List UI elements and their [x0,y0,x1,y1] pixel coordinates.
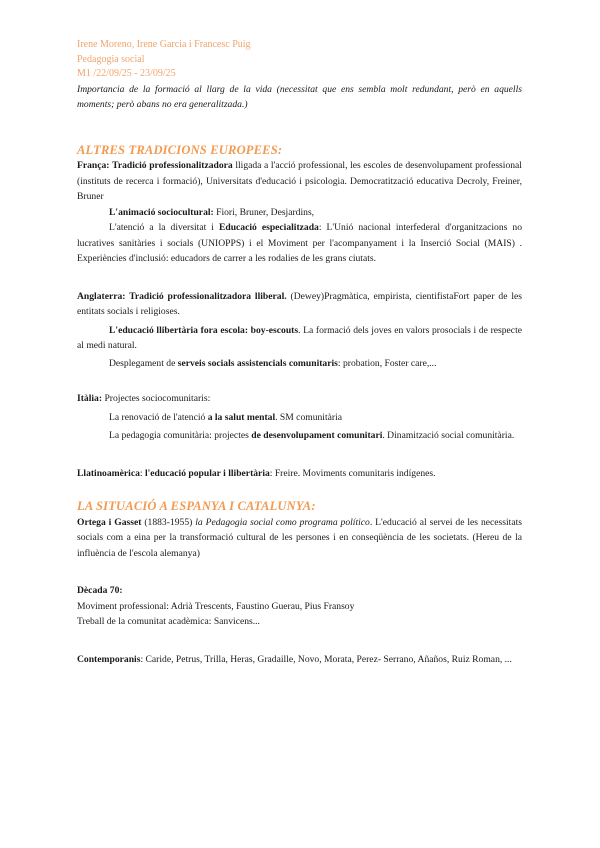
anglaterra-label: Anglaterra: [77,290,126,302]
italia-label: Itàlia: [77,393,103,404]
animacio-text: Fiori, Bruner, Desjardins, [213,206,315,218]
serveis-text: : probation, Foster care,... [337,357,437,369]
llibertaria-term: L'educació llibertària fora escola: boy-escouts [109,324,299,336]
animacio-term: L'animació sociocultural: [109,206,214,218]
diversitat-pre: L'atenció a la diversitat i [109,222,219,233]
diversitat-term: Educació especialitzada [218,222,319,233]
pedagogia-pre: La pedagogia comunitària: projectes [109,430,252,441]
llibertaria-text: . La formació dels joves en valors prosocials i de respecte al medi natural. [77,324,522,351]
decada-line-1: Moviment professional: Adrià Trescents, Faustino Guerau, Pius Fransoy [77,600,355,612]
serveis-paragraph [77,356,522,372]
decada-label [77,583,522,599]
document-content [77,38,522,667]
serveis-term: serveis socials assistencials comunitaris [177,357,338,369]
anglaterra-term: Tradició professionalitzadora lliberal. [125,290,287,302]
authors: Irene Moreno, Irene Garcia i Francesc Puig [77,39,251,50]
subject: Pedagogia social [77,53,145,65]
llatinoamerica-text: : Freire. Moviments comunitaris indígenes. [269,467,436,479]
ortega-text: . L'educació al servei de les necessitats socials com a eina per la transformació cultural de les persones i en conseqüència de les societats. (Hereu de la influència de l'escola alemanya) [77,516,522,559]
italia-text: Projectes sociocomunitaris: [102,393,211,404]
ortega-years: (1883-1955) [141,516,196,528]
animacio-paragraph [77,205,522,221]
anglaterra-text: (Dewey)Pragmàtica, empirista, cientifistaFort paper de les entitats socials i religioses. [77,290,522,317]
salut-pre: La renovació de l'atenció [109,411,208,423]
llatinoamerica-sep: : [139,467,145,479]
llatinoamerica-term: l'educació popular i llibertària [144,467,270,479]
module-dates: M1 /22/09/25 - 23/09/25 [77,68,176,79]
section-title-tradicions: ALTRES TRADICIONS EUROPEES: [77,142,283,157]
salut-term: a la salut mental [207,411,276,423]
ortega-label: Ortega i Gasset [77,516,142,528]
ortega-paragraph [77,515,522,562]
franca-label: França: [77,160,110,171]
pedagogia-term: de desenvolupament comunitari [251,430,383,441]
italia-paragraph [77,391,522,407]
diversitat-text: : L'Unió nacional interfederal d'organitzacions no lucratives sanitàries i socials (UNIOPPS) i el Moviment per l'acompanyament i la Inserció Social (MAIS) . Experiències d'inclusió: educadors de carrer a les rodalies de les grans ciutats. [77,222,522,264]
contemporanis-label: Contemporanis [77,653,141,665]
franca-term: Tradició professionalitzadora [112,160,233,171]
salut-paragraph [77,410,522,426]
pedagogia-text: . Dinamització social comunitària. [382,430,515,441]
ortega-work: la Pedagogia social como programa político [195,516,370,528]
franca-paragraph [77,158,522,205]
llatinoamerica-label: Llatinoamèrica [77,467,140,479]
anglaterra-paragraph [77,289,522,320]
decada-line-2: Treball de la comunitat acadèmica: Sanvicens... [77,616,260,627]
franca-text: lligada a l'acció professional, les escoles de desenvolupament professional (instituts de recerca i formació), Universitats d'educació i psicologia. Democratització educativa Decroly, Freiner, Bruner [77,160,522,202]
intro-note: Importancia de la formació al llarg de la vida (necessitat que ens sembla molt redundant, però en aquells moments; però abans no era generalitzada.) [77,83,522,110]
diversitat-paragraph [77,220,522,267]
serveis-pre: Desplegament de [109,357,178,369]
decada-label-text: Dècada 70: [77,585,123,596]
contemporanis-text: : Caride, Petrus, Trilla, Heras, Gradaille, Novo, Morata, Perez- Serrano, Añaños, Ruiz Roman, ... [140,653,512,665]
contemporanis-paragraph [77,652,522,668]
salut-text: . SM comunitària [275,411,343,423]
pedagogia-paragraph [77,428,522,444]
llibertaria-paragraph [77,323,522,354]
llatinoamerica-paragraph [77,466,522,482]
section-title-espanya: LA SITUACIÓ A ESPANYA I CATALUNYA: [77,499,316,513]
